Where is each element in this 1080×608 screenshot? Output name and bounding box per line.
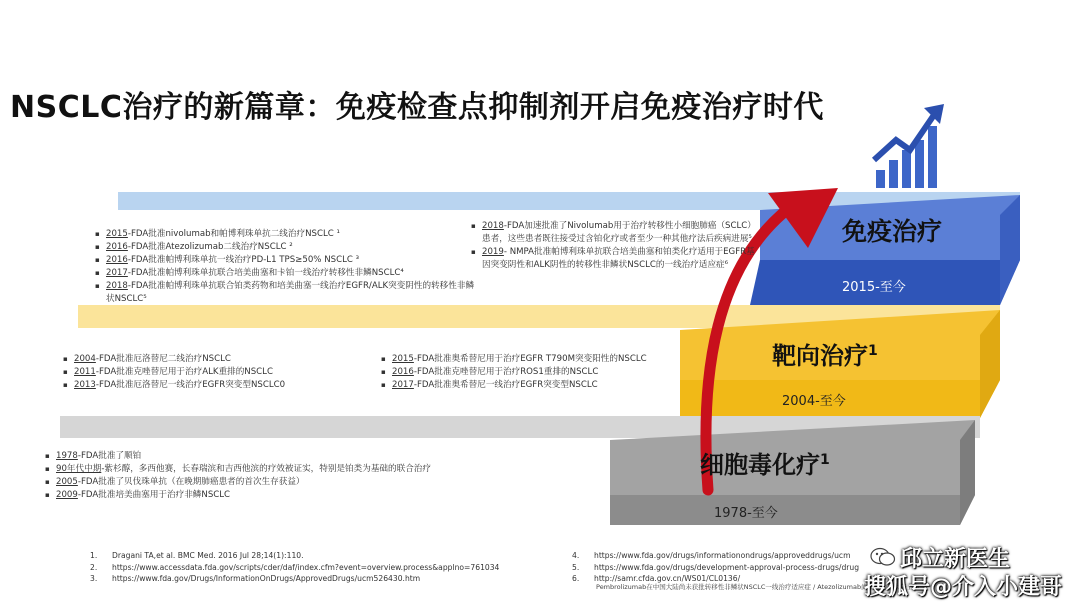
watermark-top: 邱立新医生: [900, 547, 1011, 572]
timeline-entry: [106, 241, 482, 254]
reference-item: [90, 550, 560, 562]
references-right: [572, 550, 872, 585]
targeted-stage-label: [772, 336, 878, 371]
entry-year: 2016: [392, 367, 414, 377]
reference-text: https://www.fda.gov/Drugs/InformationOnDrugs/ApprovedDrugs/ucm526430.htm: [112, 574, 421, 583]
entry-year: 2015: [106, 229, 128, 239]
reference-number: 6.: [572, 574, 580, 583]
entry-year: 2011: [74, 367, 96, 377]
entry-year: 2018: [482, 221, 504, 231]
page-title: NSCLC治疗的新篇章：免疫检查点抑制剂开启免疫治疗时代: [10, 90, 824, 125]
entry-text: -FDA批准奥希替尼一线治疗EGFR突变型NSCLC: [413, 380, 598, 390]
timeline-entry: [106, 280, 482, 306]
reference-text: Dragani TA,et al. BMC Med. 2016 Jul 28;14(1):110.: [112, 551, 304, 560]
entry-text: -FDA批准克唑替尼用于治疗ROS1重排的NSCLC: [413, 367, 599, 377]
references-left: [90, 550, 560, 585]
timeline-entry: [392, 379, 698, 392]
entry-year: 2015: [392, 354, 414, 364]
entry-text: -FDA批准帕博利珠单抗联合培美曲塞和卡铂一线治疗转移性非鳞NSCLC⁴: [127, 268, 404, 278]
targeted-bullets-left: [60, 353, 380, 392]
entry-text: -FDA批准培美曲塞用于治疗非鳞NSCLC: [77, 490, 231, 500]
entry-year: 2016: [106, 255, 128, 265]
reference-text: https://www.fda.gov/drugs/informationondrugs/approveddrugs/ucm: [594, 551, 851, 560]
entry-text: -FDA加速批准了Nivolumab用于治疗转移性小细胞肺癌（SCLC）患者，这些患者既往接受过含铂化疗或者至少一种其他疗法后疾病进展⁵: [482, 221, 756, 244]
reference-number: 5.: [572, 562, 580, 572]
entry-text: -FDA批准帕博利珠单抗联合铂类药物和培美曲塞一线治疗EGFR/ALK突变阴性的转移性非鳞状NSCLC⁵: [106, 281, 475, 304]
entry-text: -FDA批准Atezolizumab二线治疗NSCLC ²: [127, 242, 293, 252]
reference-item: [90, 562, 560, 574]
footnote: Pembrolizumab在中国大陆尚未获批转移性非鳞状NSCLC一线治疗适应症 / Atezolizumab尚未在中国大陆上市: [596, 583, 920, 591]
timeline-entry: [56, 450, 602, 463]
entry-year: 2018: [106, 281, 128, 291]
reference-item: [572, 562, 872, 574]
timeline-entry: [56, 463, 602, 476]
immuno-bullets-right: [468, 220, 758, 272]
immuno-stage-label: 免疫治疗: [842, 217, 943, 246]
reference-number: 3.: [90, 574, 98, 583]
reference-text: https://www.fda.gov/drugs/development-approval-process-drugs/drug: [594, 562, 860, 572]
entry-text: -FDA批准了顺铂: [77, 451, 142, 461]
timeline-entry: [392, 366, 698, 379]
watermark-bottom: 搜狐号@介入小建哥: [864, 575, 1063, 600]
timeline-entry: [74, 353, 380, 366]
chemo-label-sup: 1: [820, 452, 830, 468]
entry-text: -FDA批准帕博利珠单抗一线治疗PD-L1 TPS≥50% NSCLC ³: [127, 255, 360, 265]
entry-text: -FDA批准了贝伐珠单抗（在晚期肺癌患者的首次生存获益）: [77, 477, 305, 487]
timeline-entry: [482, 246, 758, 272]
entry-year: 2004: [74, 354, 96, 364]
reference-number: 1.: [90, 551, 98, 560]
entry-year: 2009: [56, 490, 78, 500]
entry-text: -FDA批准nivolumab和帕博利珠单抗二线治疗NSCLC ¹: [127, 229, 340, 239]
immuno-stage-year: 2015-至今: [842, 280, 906, 295]
timeline-entry: [482, 220, 758, 246]
timeline-entry: [74, 366, 380, 379]
entry-year: 2005: [56, 477, 78, 487]
reference-text: http://samr.cfda.gov.cn/WS01/CL0136/: [594, 574, 741, 583]
reference-item: [572, 550, 872, 562]
timeline-entry: [392, 353, 698, 366]
entry-year: 2019: [482, 247, 504, 257]
immuno-bullets-left: [92, 228, 482, 306]
entry-year: 2017: [106, 268, 128, 278]
chemo-stage-label: [700, 445, 830, 480]
timeline-entry: [106, 254, 482, 267]
reference-number: 4.: [572, 551, 580, 560]
timeline-entry: [56, 476, 602, 489]
entry-year: 2016: [106, 242, 128, 252]
targeted-label-sup: 1: [868, 343, 878, 359]
chemo-stage-year: 1978-至今: [714, 506, 778, 521]
reference-number: 2.: [90, 562, 98, 572]
entry-text: - NMPA批准帕博利珠单抗联合培美曲塞和铂类化疗适用于EGFR基因突变阴性和ALK阴性的转移性非鳞状NSCLC的一线治疗适应症⁶: [482, 247, 755, 270]
timeline-entry: [56, 489, 602, 502]
wechat-logo-icon: [870, 546, 896, 568]
entry-text: -FDA批准厄洛替尼一线治疗EGFR突变型NSCLC0: [95, 380, 286, 390]
targeted-stage-year: 2004-至今: [782, 394, 846, 409]
targeted-bullets-right: [378, 353, 698, 392]
reference-item: [90, 573, 560, 585]
chemo-block-front: [610, 495, 975, 525]
entry-year: 1978: [56, 451, 78, 461]
entry-text: -FDA批准厄洛替尼二线治疗NSCLC: [95, 354, 231, 364]
chemo-label-text: 细胞毒化疗: [700, 451, 820, 479]
timeline-entry: [74, 379, 380, 392]
entry-text: -紫杉醇，多西他赛，长春瑞滨和吉西他滨的疗效被证实，特别是铂类为基础的联合治疗: [101, 464, 431, 474]
entry-text: -FDA批准克唑替尼用于治疗ALK重排的NSCLC: [95, 367, 273, 377]
timeline-entry: [106, 267, 482, 280]
entry-year: 2017: [392, 380, 414, 390]
targeted-label-text: 靶向治疗: [772, 342, 868, 370]
entry-text: -FDA批准奥希替尼用于治疗EGFR T790M突变阳性的NSCLC: [413, 354, 647, 364]
timeline-entry: [106, 228, 482, 241]
entry-year: 2013: [74, 380, 96, 390]
reference-text: https://www.accessdata.fda.gov/scripts/cder/daf/index.cfm?event=overview.process&applno=761034: [112, 562, 500, 572]
rising-bar-chart-icon: [874, 104, 944, 188]
chemo-bullets: [42, 450, 602, 502]
entry-year: 90年代中期: [56, 464, 102, 474]
